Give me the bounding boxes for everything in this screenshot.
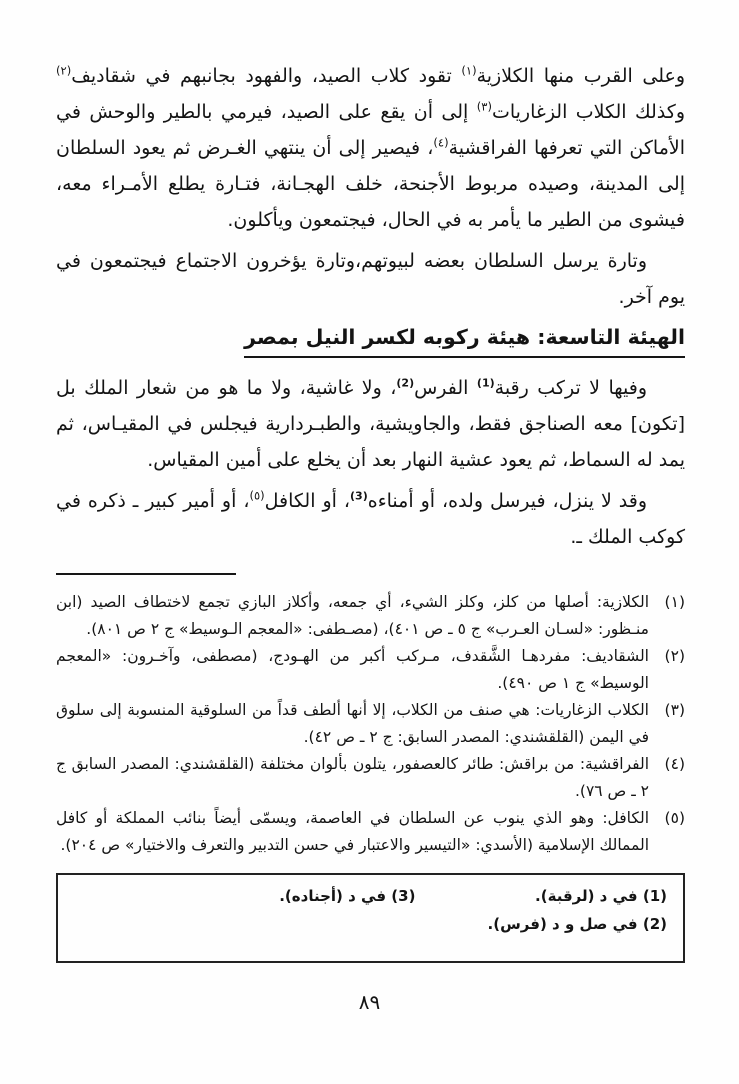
footnote-number: (١) <box>664 593 685 611</box>
footnote-marker: (1) <box>476 376 495 390</box>
paragraph: وفيها لا تركب رقبة$^{(1)}$ الفرس$^{(2)}$، ولا غاشية، ولا ما هو من شعار الملك بل [تكون] معه الصناجق فقط، والجاويشية، والطبـردارية فيجلس في المقيـاس، ثم يمد له السماط، ثم يعود عشية النهار بعد أن يخلع على أمين المقياس. <box>56 376 685 471</box>
section-heading-row <box>56 325 685 358</box>
variant-text: في د (أجناده). <box>279 887 387 905</box>
paragraph: وقد لا ينزل، فيرسل ولده، أو أمناءه$^{(3)}$، أو الكافل$^{(٥)}$، أو أمير كبير ـ ذكره في كوكب الملك ـ. <box>56 488 685 548</box>
footnote-marker: (٢) <box>56 63 72 78</box>
footnote-number: (٣) <box>664 701 685 719</box>
variant-text: في صل و د (فرس). <box>487 915 638 933</box>
footnote-marker: (٤) <box>433 135 449 150</box>
footnote-number: (٢) <box>664 647 685 665</box>
variant-item <box>68 883 415 909</box>
page-number: ٨٩ <box>358 990 381 1014</box>
footnote-item <box>56 805 685 859</box>
paragraph: وتارة يرسل السلطان بعضه لبيوتهم،وتارة يؤخرون الاجتماع فيجتمعون في يوم آخر. <box>56 250 685 308</box>
section-heading: الهيئة التاسعة: هيئة ركوبه لكسر النيل بمصر <box>244 325 685 358</box>
footnote-text: الكلاب الزغاريات: هي صنف من الكلاب، إلا أنها ألطف قداً من السلوقية المنسوبة إلى سلوق في اليمن (القلقشندي: المصدر السابق: ج ٢ ـ ص ٤٢). <box>56 701 649 746</box>
footnote-text: الشقاديف: مفردهـا الشَّقدف، مـركب أكبر من الهـودج، (مصطفى، وآخـرون: «المعجم الوسيط» ج ١ ص ٤٩٠). <box>56 647 649 692</box>
variant-number: (3) <box>391 887 416 905</box>
paragraph: وعلى القرب منها الكلازية$^{(١)}$ تقود كلاب الصيد، والفهود بجانبهم في شقاديف$^{(٢)}$ وكذلك الكلاب الزغاريات$^{(٣)}$ إلى أن يقع على الصيد، فيرمي بالطير والوحش في الأماكن التي تعرفها الفراقشية$^{(٤)}$، فيصير إلى أن ينتهي الغـرض ثم يعود السلطان إلى المدينة، وصيده مربوط الأجنحة، خلف الهجـانة، فتـارة يطلع الأمـراء معه، فيشوى من الطير ما يأمر به في الحال، فيجتمعون ويأكلون. <box>56 63 686 231</box>
variant-number: (1) <box>642 887 667 905</box>
footnote-marker: (3) <box>350 489 368 503</box>
variant-number: (2) <box>642 915 667 933</box>
footnote-text: الفراقشية: من براقش: طائر كالعصفور، يتلون بألوان مختلفة (القلقشندي: المصدر السابق ج ٢ ـ ص ٧٦). <box>56 755 649 800</box>
footnote-item <box>56 697 685 751</box>
footnotes-section <box>56 589 685 859</box>
footnote-marker: (١) <box>461 63 477 78</box>
footnote-number: (٤) <box>664 755 685 773</box>
page-content <box>56 58 685 963</box>
variant-text: في د (لرقبة). <box>535 887 638 905</box>
footnote-marker: (2) <box>396 376 415 390</box>
footnote-marker: (٥) <box>249 488 265 503</box>
footnote-item <box>56 751 685 805</box>
footnote-marker: (٣) <box>476 99 492 114</box>
footnote-item <box>56 643 685 697</box>
footnote-item <box>56 589 685 643</box>
footnote-number: (٥) <box>664 809 685 827</box>
footnote-text: الكافل: وهو الذي ينوب عن السلطان في العاصمة، ويسمّى أيضاً بنائب المملكة أو كافل الممالك الإسلامية (الأسدي: «التيسير والاعتبار في حسن التدبير والتعرف والاختيار» ص ٢٠٤). <box>56 809 649 854</box>
variants-box <box>56 873 685 963</box>
footnote-text: الكلازية: أصلها من كلز، وكلز الشيء، أي جمعه، وأكلاز البازي تجمع لاختطاف الصيد (ابن منـظور: «لسـان العـرب» ج ٥ ـ ص ٤٠١)، (مصـطفى: «المعجم الـوسيط» ج ٢ ص ٨٠١). <box>56 593 649 638</box>
variant-item <box>415 911 667 937</box>
variant-item <box>415 883 667 909</box>
footnote-separator <box>56 573 236 575</box>
